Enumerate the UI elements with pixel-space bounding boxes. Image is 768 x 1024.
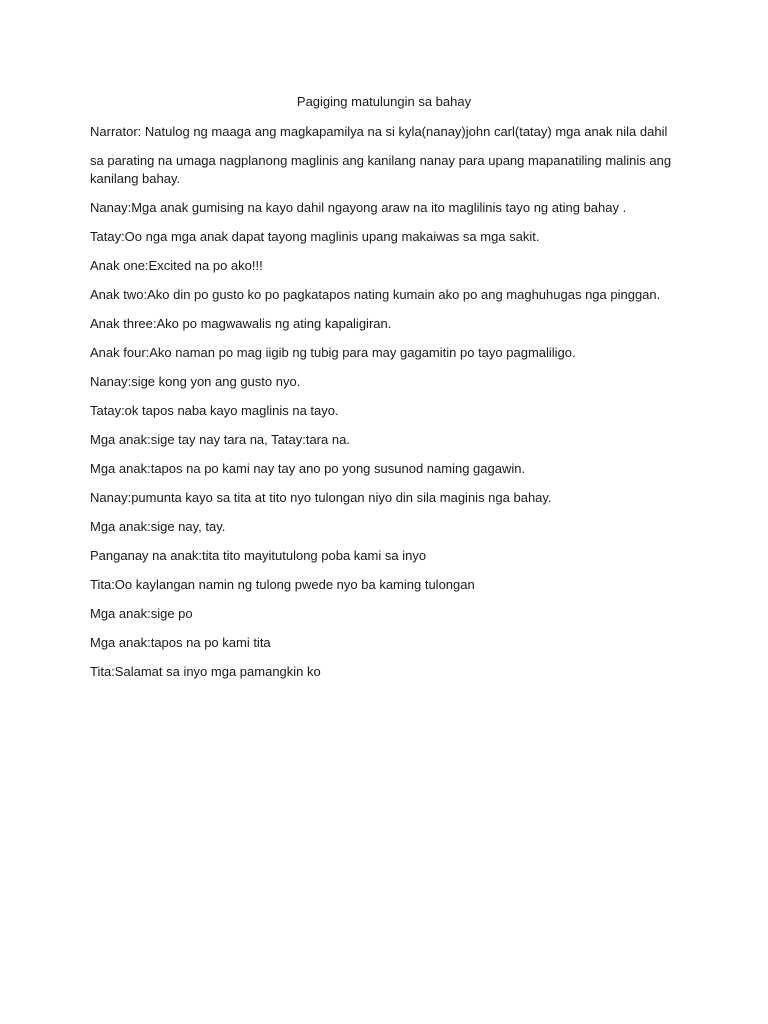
paragraph-dialogue: Anak one:Excited na po ako!!! <box>90 258 263 273</box>
document-body <box>90 123 680 692</box>
paragraph-dialogue: Mga anak:sige po <box>90 606 193 621</box>
paragraph-dialogue: Tatay:Oo nga mga anak dapat tayong maglinis upang makaiwas sa mga sakit. <box>90 229 540 244</box>
paragraph-dialogue: Nanay:Mga anak gumising na kayo dahil ngayong araw na ito maglilinis tayo ng ating bahay . <box>90 200 627 215</box>
paragraph-dialogue: Nanay:sige kong yon ang gusto nyo. <box>90 374 301 389</box>
paragraph-dialogue: Mga anak:tapos na po kami nay tay ano po yong susunod naming gagawin. <box>90 461 526 476</box>
paragraph-dialogue: Anak four:Ako naman po mag iigib ng tubig para may gagamitin po tayo pagmaliligo. <box>90 345 576 360</box>
paragraph-narrator-1: Narrator: Natulog ng maaga ang magkapamilya na si kyla(nanay)john carl(tatay) mga anak nila dahil <box>90 124 668 139</box>
paragraph-dialogue: Anak two:Ako din po gusto ko po pagkatapos nating kumain ako po ang maghuhugas nga pinggan. <box>90 287 661 302</box>
paragraph-dialogue: Tita:Oo kaylangan namin ng tulong pwede nyo ba kaming tulongan <box>90 577 475 592</box>
document-title: Pagiging matulungin sa bahay <box>296 94 472 109</box>
paragraph-dialogue: Panganay na anak:tita tito mayitutulong poba kami sa inyo <box>90 548 427 563</box>
paragraph-dialogue: Mga anak:tapos na po kami tita <box>90 635 271 650</box>
paragraph-narrator-2: sa parating na umaga nagplanong maglinis ang kanilang nanay para upang mapanatiling malinis ang kanilang bahay. <box>90 153 672 186</box>
paragraph-dialogue: Nanay:pumunta kayo sa tita at tito nyo tulongan niyo din sila maginis nga bahay. <box>90 490 552 505</box>
paragraph-dialogue: Mga anak:sige nay, tay. <box>90 519 226 534</box>
paragraph-dialogue: Tita:Salamat sa inyo mga pamangkin ko <box>90 664 321 679</box>
paragraph-dialogue: Anak three:Ako po magwawalis ng ating kapaligiran. <box>90 316 392 331</box>
paragraph-dialogue: Tatay:ok tapos naba kayo maglinis na tayo. <box>90 403 339 418</box>
paragraph-dialogue: Mga anak:sige tay nay tara na, Tatay:tara na. <box>90 432 350 447</box>
